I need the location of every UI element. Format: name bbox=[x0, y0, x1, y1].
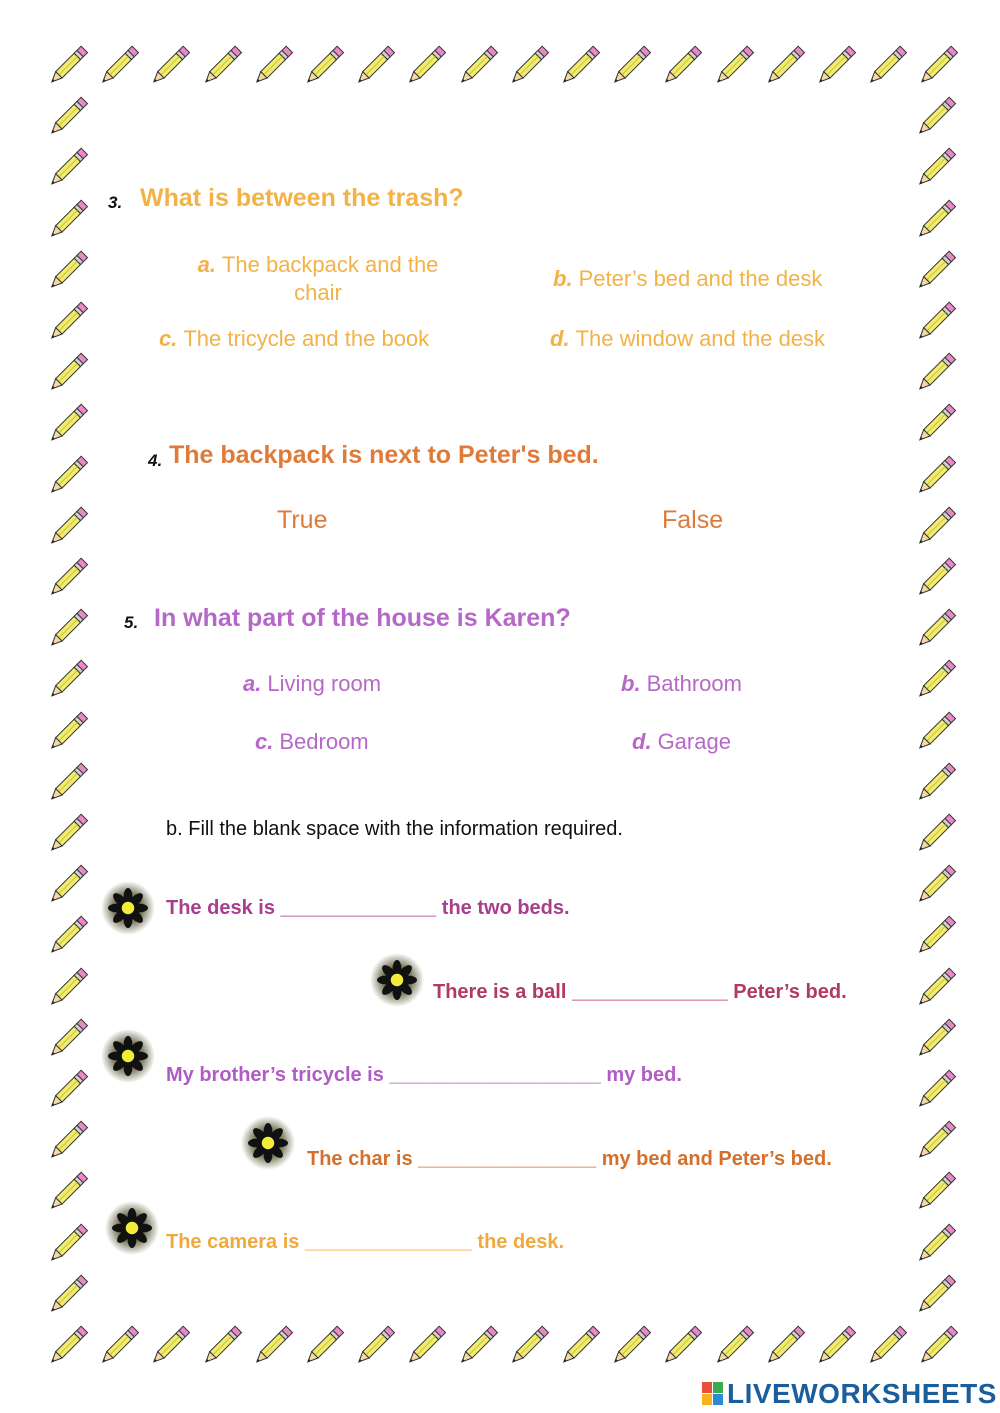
option-text: The tricycle and the book bbox=[183, 326, 430, 351]
option-letter: b. bbox=[553, 266, 573, 291]
option-letter: a. bbox=[243, 671, 262, 696]
pencil-icon bbox=[402, 42, 448, 90]
pencil-icon bbox=[249, 1322, 295, 1370]
liveworksheets-logo[interactable] bbox=[702, 1378, 997, 1410]
pencil-icon bbox=[914, 1322, 960, 1370]
q4-option-false[interactable]: False bbox=[662, 506, 724, 534]
pencil-icon bbox=[505, 42, 551, 90]
sentence-end: my bed and Peter’s bed. bbox=[601, 1148, 832, 1170]
pencil-icon bbox=[44, 1271, 90, 1319]
pencil-icon bbox=[912, 1117, 958, 1165]
pencil-icon bbox=[95, 42, 141, 90]
answer-blank[interactable]: ______________ bbox=[280, 897, 437, 919]
fill-sentence-4 bbox=[307, 1148, 832, 1171]
q3-option-c[interactable] bbox=[159, 326, 429, 352]
pencil-icon bbox=[914, 42, 960, 90]
pencil-icon bbox=[912, 759, 958, 807]
pencil-icon bbox=[44, 144, 90, 192]
pencil-icon bbox=[912, 93, 958, 141]
option-letter: d. bbox=[550, 326, 570, 351]
sentence-start: My brother’s tricycle is bbox=[166, 1064, 384, 1086]
option-text: The backpack and the bbox=[221, 252, 439, 277]
fill-sentence-2 bbox=[433, 981, 847, 1004]
question-3-number: 3. bbox=[108, 193, 123, 212]
pencil-icon bbox=[912, 810, 958, 858]
pencil-icon bbox=[44, 1066, 90, 1114]
flower-icon bbox=[100, 1028, 156, 1084]
answer-blank[interactable]: _______________ bbox=[304, 1231, 472, 1253]
pencil-icon bbox=[912, 196, 958, 244]
pencil-icon bbox=[710, 1322, 756, 1370]
option-text: Bedroom bbox=[279, 729, 369, 754]
pencil-icon bbox=[44, 912, 90, 960]
pencil-icon bbox=[44, 861, 90, 909]
question-5-title: In what part of the house is Karen? bbox=[154, 604, 571, 632]
q5-option-c[interactable] bbox=[255, 729, 369, 755]
question-5-number: 5. bbox=[124, 613, 139, 632]
pencil-icon bbox=[300, 42, 346, 90]
option-text-line-2: chair bbox=[294, 280, 342, 305]
pencil-icon bbox=[44, 1220, 90, 1268]
sentence-end: Peter’s bed. bbox=[733, 981, 847, 1003]
pencil-icon bbox=[912, 1220, 958, 1268]
answer-blank[interactable]: ______________ bbox=[571, 981, 728, 1003]
flower-icon bbox=[104, 1200, 160, 1256]
pencil-icon bbox=[454, 42, 500, 90]
pencil-icon bbox=[44, 708, 90, 756]
sentence-start: The camera is bbox=[166, 1231, 300, 1253]
pencil-icon bbox=[912, 452, 958, 500]
option-text: Bathroom bbox=[646, 671, 742, 696]
pencil-icon bbox=[44, 349, 90, 397]
sentence-end: the desk. bbox=[477, 1231, 565, 1253]
option-letter: d. bbox=[632, 729, 652, 754]
question-4-title: The backpack is next to Peter's bed. bbox=[169, 441, 599, 469]
pencil-icon bbox=[761, 42, 807, 90]
pencil-icon bbox=[912, 298, 958, 346]
pencil-icon bbox=[912, 1015, 958, 1063]
pencil-icon bbox=[44, 1168, 90, 1216]
pencil-icon bbox=[198, 42, 244, 90]
option-letter: a. bbox=[197, 252, 216, 277]
pencil-icon bbox=[146, 42, 192, 90]
pencil-icon bbox=[351, 1322, 397, 1370]
pencil-icon bbox=[44, 452, 90, 500]
pencil-icon bbox=[710, 42, 756, 90]
pencil-icon bbox=[95, 1322, 141, 1370]
pencil-icon bbox=[44, 554, 90, 602]
logo-text: LIVEWORKSHEETS bbox=[727, 1378, 997, 1409]
question-4-number: 4. bbox=[148, 451, 163, 470]
option-letter: c. bbox=[159, 326, 178, 351]
answer-blank[interactable]: ___________________ bbox=[389, 1064, 601, 1086]
pencil-icon bbox=[44, 759, 90, 807]
pencil-icon bbox=[912, 503, 958, 551]
pencil-icon bbox=[912, 605, 958, 653]
pencil-icon bbox=[607, 42, 653, 90]
pencil-icon bbox=[44, 93, 90, 141]
pencil-icon bbox=[146, 1322, 192, 1370]
pencil-icon bbox=[505, 1322, 551, 1370]
q5-option-b[interactable] bbox=[621, 671, 742, 697]
pencil-icon bbox=[912, 144, 958, 192]
question-3-title: What is between the trash? bbox=[140, 184, 464, 212]
q4-option-true[interactable]: True bbox=[277, 506, 328, 534]
pencil-icon bbox=[44, 1117, 90, 1165]
pencil-icon bbox=[607, 1322, 653, 1370]
pencil-icon bbox=[863, 42, 909, 90]
pencil-icon bbox=[812, 1322, 858, 1370]
pencil-icon bbox=[912, 708, 958, 756]
pencil-icon bbox=[44, 1015, 90, 1063]
pencil-icon bbox=[812, 42, 858, 90]
pencil-icon bbox=[44, 298, 90, 346]
pencil-icon bbox=[912, 656, 958, 704]
pencil-icon bbox=[556, 1322, 602, 1370]
sentence-start: There is a ball bbox=[433, 981, 567, 1003]
pencil-icon bbox=[44, 503, 90, 551]
pencil-icon bbox=[912, 1066, 958, 1114]
sentence-start: The char is bbox=[307, 1148, 413, 1170]
pencil-icon bbox=[912, 554, 958, 602]
pencil-icon bbox=[249, 42, 295, 90]
option-text: Garage bbox=[657, 729, 731, 754]
q3-option-b[interactable] bbox=[553, 266, 822, 292]
pencil-icon bbox=[863, 1322, 909, 1370]
pencil-icon bbox=[300, 1322, 346, 1370]
pencil-icon bbox=[44, 400, 90, 448]
section-b-instruction: b. Fill the blank space with the information required. bbox=[166, 818, 623, 840]
pencil-icon bbox=[454, 1322, 500, 1370]
pencil-icon bbox=[912, 349, 958, 397]
flower-icon bbox=[240, 1115, 296, 1171]
pencil-icon bbox=[44, 964, 90, 1012]
pencil-icon bbox=[556, 42, 602, 90]
q5-option-a[interactable] bbox=[243, 671, 381, 697]
option-text: Peter’s bed and the desk bbox=[578, 266, 823, 291]
pencil-icon bbox=[44, 196, 90, 244]
pencil-icon bbox=[761, 1322, 807, 1370]
pencil-icon bbox=[912, 964, 958, 1012]
option-text: Living room bbox=[267, 671, 382, 696]
fill-sentence-1 bbox=[166, 897, 570, 920]
answer-blank[interactable]: ________________ bbox=[418, 1148, 597, 1170]
pencil-icon bbox=[198, 1322, 244, 1370]
q3-option-a[interactable] bbox=[168, 252, 468, 306]
liveworksheets-logo-icon bbox=[702, 1382, 724, 1406]
pencil-icon bbox=[912, 861, 958, 909]
pencil-icon bbox=[44, 810, 90, 858]
option-text: The window and the desk bbox=[575, 326, 826, 351]
option-letter: b. bbox=[621, 671, 641, 696]
q5-option-d[interactable] bbox=[632, 729, 731, 755]
pencil-icon bbox=[912, 247, 958, 295]
pencil-icon bbox=[44, 656, 90, 704]
pencil-icon bbox=[351, 42, 397, 90]
pencil-icon bbox=[912, 912, 958, 960]
flower-icon bbox=[100, 880, 156, 936]
pencil-icon bbox=[912, 1271, 958, 1319]
pencil-icon bbox=[44, 247, 90, 295]
fill-sentence-5 bbox=[166, 1231, 564, 1254]
pencil-icon bbox=[912, 400, 958, 448]
pencil-icon bbox=[658, 42, 704, 90]
flower-icon bbox=[369, 952, 425, 1008]
pencil-icon bbox=[912, 1168, 958, 1216]
option-letter: c. bbox=[255, 729, 274, 754]
sentence-end: my bed. bbox=[606, 1064, 682, 1086]
sentence-end: the two beds. bbox=[441, 897, 570, 919]
sentence-start: The desk is bbox=[166, 897, 275, 919]
q3-option-d[interactable] bbox=[550, 326, 825, 352]
pencil-icon bbox=[44, 605, 90, 653]
pencil-icon bbox=[44, 42, 90, 90]
pencil-icon bbox=[44, 1322, 90, 1370]
pencil-icon bbox=[402, 1322, 448, 1370]
pencil-icon bbox=[658, 1322, 704, 1370]
fill-sentence-3 bbox=[166, 1064, 682, 1087]
